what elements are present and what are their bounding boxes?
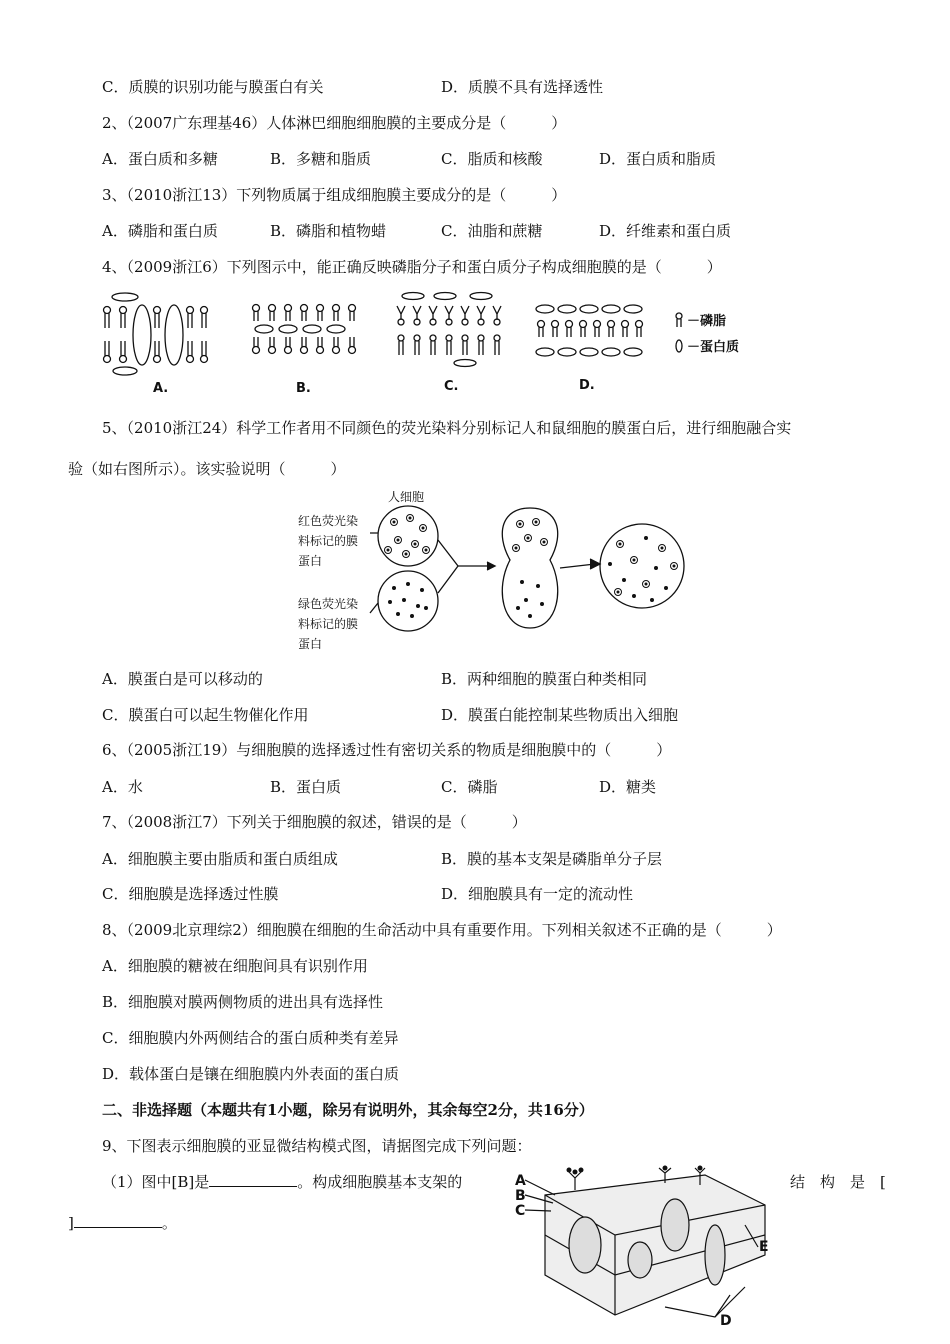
q5-option-d: D．膜蛋白能控制某些物质出入细胞 bbox=[441, 706, 679, 724]
q6-option-d: D．糖类 bbox=[599, 778, 657, 796]
q5-option-b: B．两种细胞的膜蛋白种类相同 bbox=[441, 670, 648, 688]
fusing-cell bbox=[502, 508, 557, 628]
q2-option-b: B．多糖和脂质 bbox=[270, 150, 372, 168]
q7-option-b: B．膜的基本支架是磷脂单分子层 bbox=[441, 850, 663, 868]
model-c-diagram bbox=[397, 293, 501, 367]
q6-stem: 6、（2005浙江19）与细胞膜的选择透过性有密切关系的物质是细胞膜中的（ ） bbox=[102, 741, 672, 759]
q3-option-c: C．油脂和蔗糖 bbox=[441, 222, 543, 240]
q1-option-c: C．质膜的识别功能与膜蛋白有关 bbox=[102, 78, 324, 96]
q7-stem: 7、（2008浙江7）下列关于细胞膜的叙述，错误的是（ ） bbox=[102, 813, 527, 831]
fig-red-label-1: 红色荧光染 bbox=[298, 514, 359, 528]
q2-stem: 2、（2007广东理基46）人体淋巴细胞细胞膜的主要成分是（ ） bbox=[102, 114, 567, 132]
q5-stem-line2: 验（如右图所示）。该实验说明（ ） bbox=[68, 460, 346, 478]
q3-option-a: A．磷脂和蛋白质 bbox=[102, 222, 218, 240]
legend-lipid-icon bbox=[676, 313, 682, 327]
q8-option-b: B．细胞膜对膜两侧物质的进出具有选择性 bbox=[102, 993, 384, 1011]
legend-lipid-label: －磷脂 bbox=[687, 314, 727, 329]
red-proteins bbox=[385, 515, 430, 558]
model-d-diagram bbox=[536, 305, 643, 356]
membrane-models-figure bbox=[95, 288, 755, 398]
q7-option-d: D．细胞膜具有一定的流动性 bbox=[441, 885, 634, 903]
q2-option-c: C．脂质和核酸 bbox=[441, 150, 543, 168]
fig-green-label-1: 绿色荧光染 bbox=[298, 597, 359, 611]
fig-red-label-2: 料标记的膜 bbox=[298, 534, 359, 548]
model-c-label: C. bbox=[444, 379, 459, 394]
q5-option-c: C．膜蛋白可以起生物催化作用 bbox=[102, 706, 309, 724]
q7-option-a: A．细胞膜主要由脂质和蛋白质组成 bbox=[102, 850, 338, 868]
q2-option-a: A．蛋白质和多糖 bbox=[102, 150, 218, 168]
fig-label-c: C bbox=[515, 1203, 526, 1219]
q2-option-d: D．蛋白质和脂质 bbox=[599, 150, 717, 168]
mouse-cell bbox=[378, 571, 438, 631]
cell-fusion-figure bbox=[290, 488, 710, 654]
q9-part1-suffix: 结 构 是 [ bbox=[790, 1173, 886, 1191]
q1-option-d: D．质膜不具有选择透性 bbox=[441, 78, 604, 96]
q8-option-c: C．细胞膜内外两侧结合的蛋白质种类有差异 bbox=[102, 1029, 399, 1047]
q5-stem-line1: 5、（2010浙江24）科学工作者用不同颜色的荧光染料分别标记人和鼠细胞的膜蛋白后，进行细胞融合实 bbox=[102, 419, 792, 437]
q8-stem: 8、（2009北京理综2）细胞膜在细胞的生命活动中具有重要作用。下列相关叙述不正确的是（ ） bbox=[102, 921, 782, 939]
q9-part1-middle: 。构成细胞膜基本支架的 bbox=[297, 1173, 463, 1191]
q3-option-d: D．纤维素和蛋白质 bbox=[599, 222, 732, 240]
q7-option-c: C．细胞膜是选择透过性膜 bbox=[102, 885, 279, 903]
fusing-proteins bbox=[513, 519, 548, 619]
q9-blank-2[interactable] bbox=[74, 1213, 162, 1228]
q6-option-b: B．蛋白质 bbox=[270, 778, 342, 796]
q5-option-a: A．膜蛋白是可以移动的 bbox=[102, 670, 263, 688]
q3-stem: 3、（2010浙江13）下列物质属于组成细胞膜主要成分的是（ ） bbox=[102, 186, 567, 204]
q6-option-c: C．磷脂 bbox=[441, 778, 498, 796]
fig-human-cell-label: 人细胞 bbox=[388, 490, 425, 504]
q6-option-a: A．水 bbox=[102, 778, 143, 796]
mixed-proteins bbox=[608, 536, 678, 602]
q8-option-a: A．细胞膜的糖被在细胞间具有识别作用 bbox=[102, 957, 368, 975]
q9-part1-line2 bbox=[68, 1213, 177, 1233]
fig-green-label-3: 蛋白 bbox=[298, 637, 323, 651]
section-heading: 二、非选择题（本题共有1小题，除另有说明外，其余每空2分，共16分） bbox=[102, 1101, 594, 1119]
model-d-label: D. bbox=[579, 378, 595, 393]
q9-part1-line bbox=[102, 1172, 462, 1192]
q9-part1-end: 。 bbox=[161, 1214, 177, 1232]
fig-label-a: A bbox=[515, 1173, 526, 1189]
fig-red-label-3: 蛋白 bbox=[298, 554, 323, 568]
legend-protein-label: －蛋白质 bbox=[687, 340, 740, 355]
legend-protein-icon bbox=[676, 340, 682, 352]
fig-label-d: D bbox=[720, 1313, 732, 1329]
q8-option-d: D．载体蛋白是镶在细胞膜内外表面的蛋白质 bbox=[102, 1065, 400, 1083]
model-b-diagram bbox=[253, 305, 356, 354]
q9-bracket-close: ] bbox=[68, 1214, 74, 1232]
q4-stem: 4、（2009浙江6）下列图示中，能正确反映磷脂分子和蛋白质分子构成细胞膜的是（ ） bbox=[102, 258, 722, 276]
fig-green-label-2: 料标记的膜 bbox=[298, 617, 359, 631]
green-proteins bbox=[388, 582, 428, 618]
model-b-label: B. bbox=[296, 381, 311, 396]
q3-option-b: B．磷脂和植物蜡 bbox=[270, 222, 387, 240]
model-a-label: A. bbox=[153, 381, 169, 396]
q9-blank-1[interactable] bbox=[209, 1172, 297, 1187]
model-a-diagram bbox=[104, 293, 208, 375]
q9-part1-prefix: （1）图中[B]是 bbox=[102, 1173, 210, 1191]
fused-cell bbox=[600, 524, 684, 608]
fig-label-e: E bbox=[759, 1239, 769, 1255]
membrane-structure-figure bbox=[515, 1165, 785, 1337]
fig-label-b: B bbox=[515, 1188, 526, 1204]
q9-stem: 9、下图表示细胞膜的亚显微结构模式图，请据图完成下列问题： bbox=[102, 1137, 532, 1155]
